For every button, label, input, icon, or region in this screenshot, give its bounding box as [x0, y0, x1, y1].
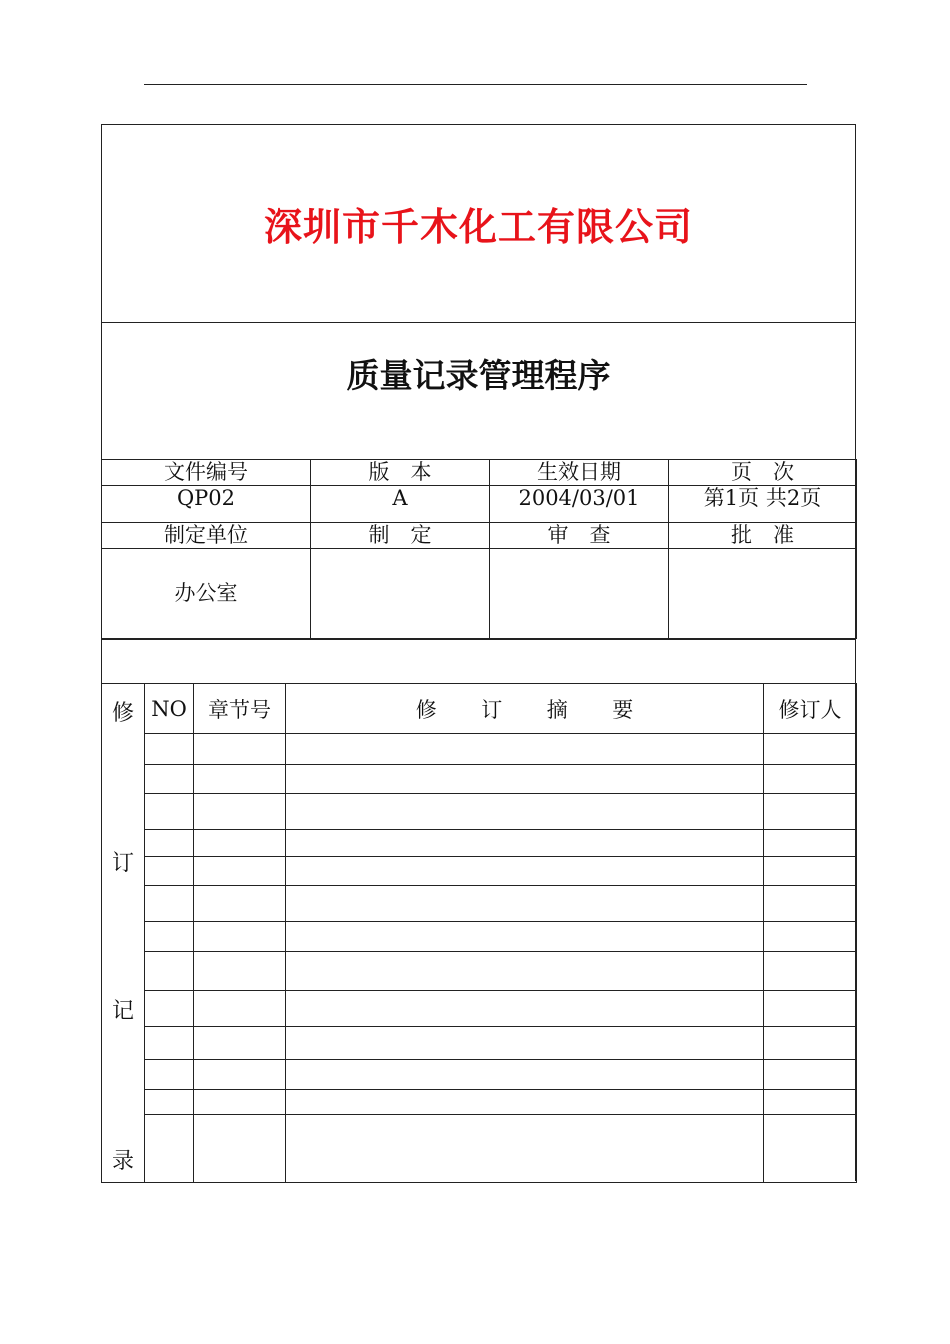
approval-header-row [102, 523, 857, 549]
header-rule [144, 84, 807, 85]
info-value-row [102, 486, 857, 523]
info-value-effective-date: 2004/03/01 [490, 486, 669, 523]
approval-header-prepared: 制 定 [311, 523, 490, 549]
revision-header-reviser: 修订人 [764, 684, 857, 734]
approval-value-prepared [311, 549, 490, 639]
side-char: 订 [111, 851, 134, 876]
info-value-file-no: QP02 [102, 486, 311, 523]
side-char: 记 [111, 999, 134, 1024]
approval-header-unit: 制定单位 [102, 523, 311, 549]
info-header-file-no: 文件编号 [102, 460, 311, 486]
company-name: 深圳市千木化工有限公司 [263, 204, 693, 249]
table-row [102, 885, 857, 921]
document-title: 质量记录管理程序 [346, 355, 611, 395]
table-row [102, 952, 857, 991]
revision-header-summary: 修 订 摘 要 [286, 684, 764, 734]
table-row [102, 829, 857, 856]
approval-value-row [102, 549, 857, 639]
table-row [102, 765, 857, 794]
approval-header-approved: 批 准 [669, 523, 857, 549]
table-row [102, 921, 857, 951]
table-row [102, 1027, 857, 1060]
approval-header-reviewed: 审 查 [490, 523, 669, 549]
approval-value-reviewed [490, 549, 669, 639]
side-char: 录 [111, 1149, 134, 1174]
info-table [101, 459, 857, 639]
info-value-page: 第1页 共2页 [669, 486, 857, 523]
info-header-effective-date: 生效日期 [490, 460, 669, 486]
approval-value-approved [669, 549, 857, 639]
revision-side-label [102, 684, 145, 1183]
table-row [102, 734, 857, 765]
table-row [102, 856, 857, 885]
revision-header-section: 章节号 [194, 684, 286, 734]
info-header-version: 版 本 [311, 460, 490, 486]
table-row [102, 794, 857, 829]
revision-header-row [102, 684, 857, 734]
revision-header-no: NO [145, 684, 194, 734]
document-form [101, 124, 856, 1181]
info-header-page: 页 次 [669, 460, 857, 486]
info-value-version: A [311, 486, 490, 523]
divider [102, 639, 855, 640]
table-row [102, 1114, 857, 1182]
info-header-row [102, 460, 857, 486]
table-row [102, 1060, 857, 1089]
revision-table [101, 683, 857, 1183]
approval-value-unit: 办公室 [102, 549, 311, 639]
table-row [102, 1089, 857, 1114]
side-char: 修 [111, 701, 134, 726]
table-row [102, 991, 857, 1027]
